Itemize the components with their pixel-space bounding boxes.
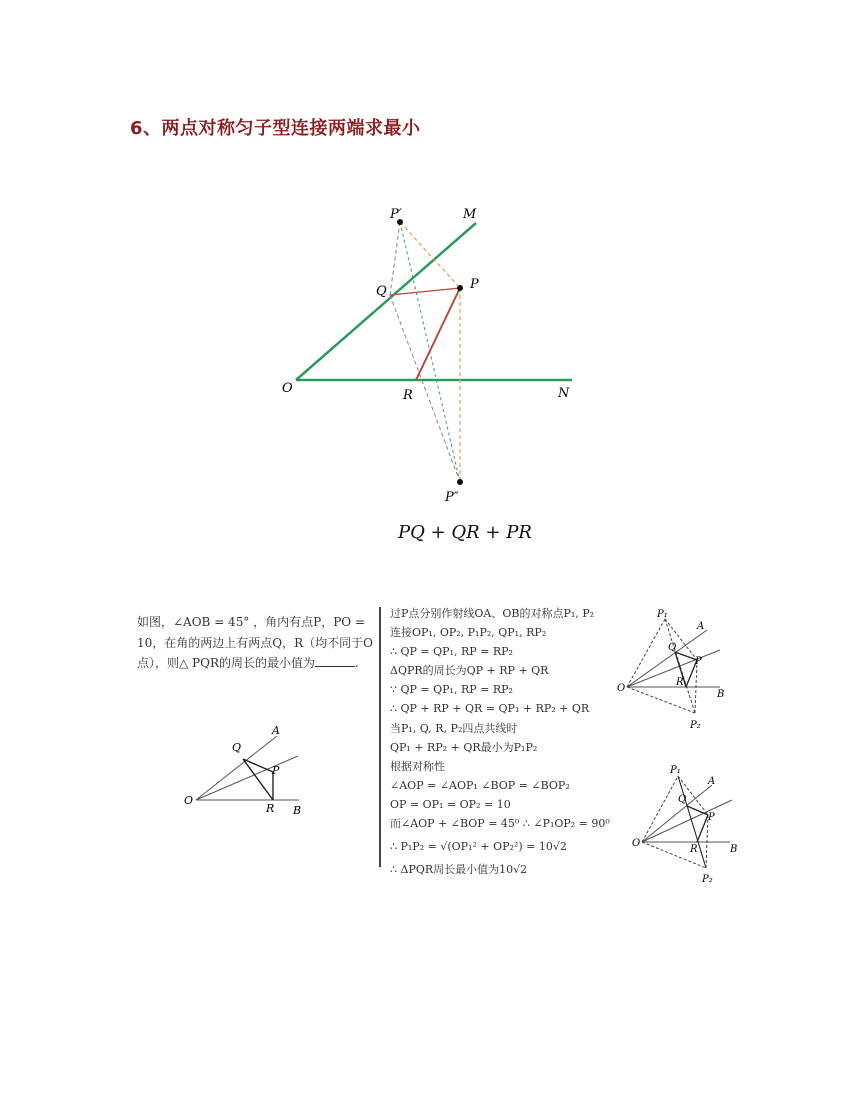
solution-line: 当P₁, Q, R, P₂四点共线时 <box>390 721 518 735</box>
solution-figure-1 <box>615 605 740 735</box>
label-n: N <box>558 386 570 401</box>
label-q: Q <box>678 794 687 805</box>
label-m: M <box>463 207 477 222</box>
label-q: Q <box>232 741 242 754</box>
label-p: P <box>470 277 479 292</box>
point-pdouble <box>457 479 463 485</box>
solution-line: OP = OP₁ = OP₂ = 10 <box>390 797 511 811</box>
label-a: A <box>272 724 280 737</box>
solution-line: QP₁ + RP₂ + QR最小为P₁P₂ <box>390 740 538 754</box>
solution-line: ∴ QP = QP₁, RP = RP₂ <box>390 645 513 659</box>
label-r: R <box>690 844 698 855</box>
segment-qp <box>687 806 708 815</box>
dash-op1 <box>627 619 665 687</box>
segment-pr <box>697 815 708 842</box>
problem-text-body: 如图，∠AOB = 45° ，角内有点P，PO = 10，在角的两边上有两点Q，R（均不同于O点），则△ PQR的周长的最小值为 <box>137 615 373 670</box>
label-pprime: P′ <box>390 207 402 222</box>
solution-figure-2 <box>630 760 745 890</box>
label-p2: P₂ <box>690 720 701 731</box>
label-p: P <box>272 764 280 777</box>
problem-text-end: . <box>355 656 359 670</box>
solution-line: 连接OP₁, OP₂, P₁P₂, QP₁, RP₂ <box>390 626 547 640</box>
dash-pprime-q <box>390 222 400 295</box>
solution-line: 过P点分别作射线OA、OB的对称点P₁, P₂ <box>390 607 595 620</box>
ray-oa <box>642 785 712 842</box>
label-r: R <box>266 802 275 815</box>
section-heading: 6、两点对称匀子型连接两端求最小 <box>130 118 421 139</box>
dash-op1 <box>642 776 678 842</box>
solution-line: ∴ QP + RP + QR = QP₁ + RP₂ + QR <box>390 702 590 716</box>
label-pdouble: P″ <box>445 490 459 505</box>
segment-pr <box>416 288 460 380</box>
solution-steps <box>390 604 620 879</box>
column-divider <box>379 607 381 867</box>
solution-line: ∠AOP = ∠AOP₁ ∠BOP = ∠BOP₂ <box>390 778 570 792</box>
point-p <box>457 285 463 291</box>
solution-line: ∴ ΔPQR周长最小值为10√2 <box>390 863 528 877</box>
ray-op <box>196 756 298 800</box>
ray-om <box>296 223 476 380</box>
dash-op2 <box>627 687 695 713</box>
problem-figure <box>180 722 320 822</box>
label-q: Q <box>376 284 387 299</box>
solution-line: ΔQPR的周长为QP + RP + QR <box>390 664 549 678</box>
label-p1: P₁ <box>657 609 668 620</box>
label-q: Q <box>668 642 677 653</box>
label-b: B <box>293 804 302 817</box>
solution-line: ∵ QP = QP₁, RP = RP₂ <box>390 683 513 697</box>
label-o: O <box>282 381 293 396</box>
solution-line: 根据对称性 <box>390 759 445 773</box>
label-r: R <box>676 677 684 688</box>
label-r: R <box>403 388 413 403</box>
solution-line: 而∠AOP + ∠BOP = 45⁰ ∴ ∠P₁OP₂ = 90⁰ <box>390 817 610 831</box>
label-p: P <box>708 812 715 823</box>
label-a: A <box>697 621 705 632</box>
label-o: O <box>617 683 626 694</box>
label-p1: P₁ <box>670 765 681 776</box>
dash-q-pdouble <box>390 295 460 482</box>
perimeter-formula: PQ + QR + PR <box>398 522 532 543</box>
main-reflection-figure <box>270 195 590 510</box>
problem-text <box>137 612 377 674</box>
label-o: O <box>184 794 194 807</box>
ray-op <box>627 650 720 687</box>
solution-line: ∴ P₁P₂ = √(OP₁² + OP₂²) = 10√2 <box>390 840 567 854</box>
label-p2: P₂ <box>702 874 713 885</box>
label-p: P <box>695 656 702 667</box>
label-o: O <box>632 838 641 849</box>
label-a: A <box>708 776 716 787</box>
label-b: B <box>717 689 725 700</box>
label-b: B <box>730 844 738 855</box>
dash-pprime-p <box>400 222 460 288</box>
answer-blank <box>315 654 355 667</box>
